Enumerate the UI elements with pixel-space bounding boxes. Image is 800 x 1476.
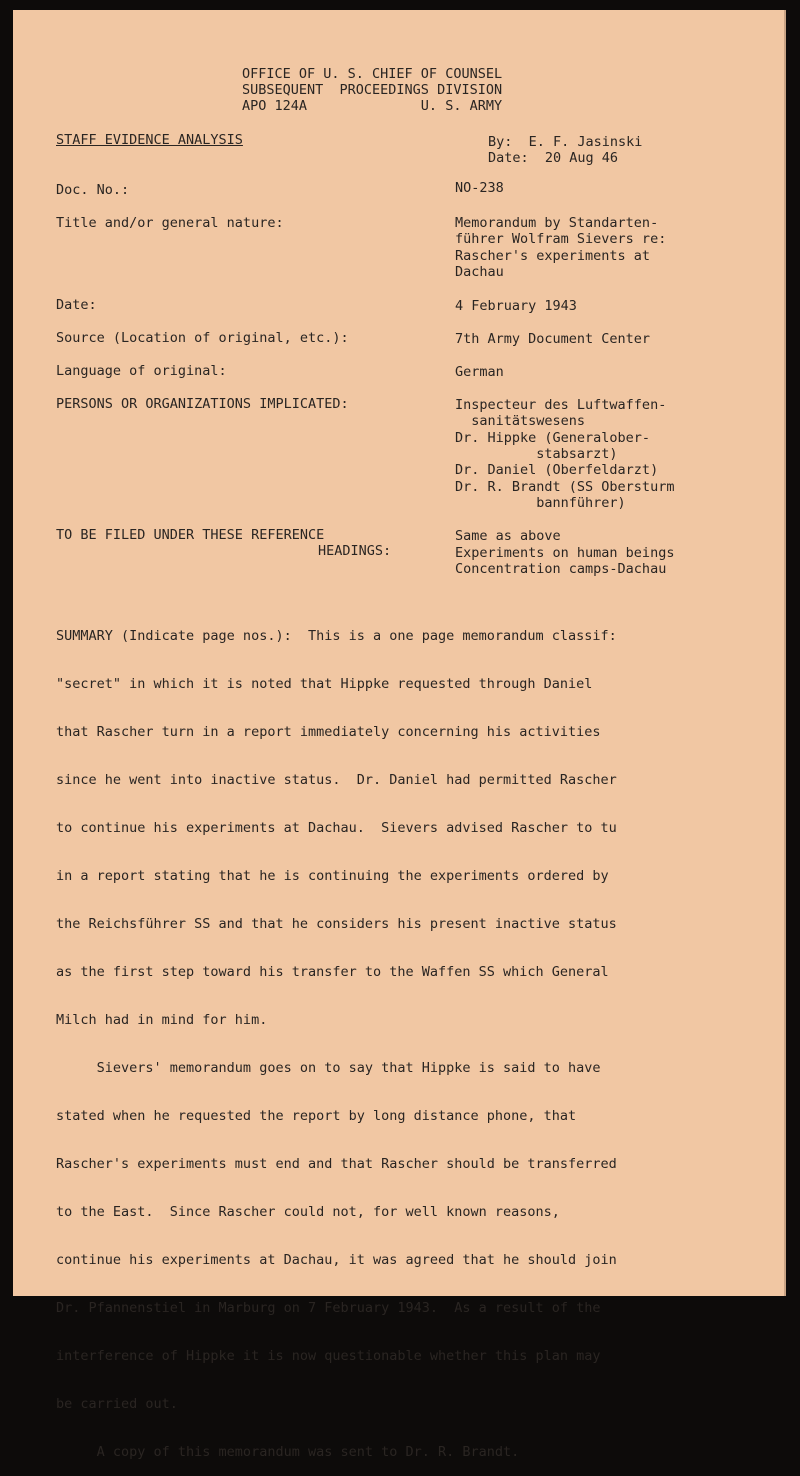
summary-line: stated when he requested the report by long distance phone, that (56, 1108, 577, 1124)
filed-value-line: Same as above (455, 528, 561, 544)
persons-value-line: Dr. Daniel (Oberfeldarzt) (455, 462, 659, 478)
header-line-1: OFFICE OF U. S. CHIEF OF COUNSEL (242, 66, 503, 82)
summary-line: be carried out. (56, 1396, 178, 1412)
summary-line: Sievers' memorandum goes on to say that Hippke is said to have (56, 1060, 601, 1076)
header-line-2: SUBSEQUENT PROCEEDINGS DIVISION (242, 82, 503, 98)
summary-line: to continue his experiments at Dachau. Sievers advised Rascher to tu (56, 820, 617, 836)
title-value-line: führer Wolfram Sievers re: (455, 231, 667, 247)
filed-value-line: Concentration camps-Dachau (455, 561, 667, 577)
persons-label: PERSONS OR ORGANIZATIONS IMPLICATED: (56, 396, 349, 412)
persons-value-line: Dr. R. Brandt (SS Obersturm (455, 479, 675, 495)
doc-no-label: Doc. No.: (56, 182, 130, 198)
filed-under-label-headings: HEADINGS: (318, 543, 392, 559)
analysis-date: Date: 20 Aug 46 (488, 150, 619, 166)
summary-line: Rascher's experiments must end and that Rascher should be transferred (56, 1156, 617, 1172)
summary-line: since he went into inactive status. Dr. Daniel had permitted Rascher (56, 772, 617, 788)
title-value-line: Dachau (455, 264, 504, 280)
summary-line: to the East. Since Rascher could not, for well known reasons, (56, 1204, 560, 1220)
persons-value-line: stabsarzt) (455, 446, 618, 462)
language-value: German (455, 364, 504, 380)
title-value-line: Rascher's experiments at (455, 248, 651, 264)
summary-line: SUMMARY (Indicate page nos.): This is a one page memorandum classif: (56, 628, 617, 644)
summary-line: continue his experiments at Dachau, it was agreed that he should join (56, 1252, 617, 1268)
summary-text (56, 596, 776, 1476)
summary-line: in a report stating that he is continuing the experiments ordered by (56, 868, 609, 884)
summary-line: Dr. Pfannenstiel in Marburg on 7 February 1943. As a result of the (56, 1300, 601, 1316)
summary-line: "secret" in which it is noted that Hippke requested through Daniel (56, 676, 593, 692)
document-title: STAFF EVIDENCE ANALYSIS (56, 132, 243, 148)
doc-no-value: NO-238 (455, 180, 504, 196)
summary-line: the Reichsführer SS and that he considers his present inactive status (56, 916, 617, 932)
language-label: Language of original: (56, 363, 227, 379)
filed-value-line: Experiments on human beings (455, 545, 675, 561)
summary-line: as the first step toward his transfer to the Waffen SS which General (56, 964, 609, 980)
title-value-line: Memorandum by Standarten- (455, 215, 659, 231)
source-value: 7th Army Document Center (455, 331, 651, 347)
date-value: 4 February 1943 (455, 298, 577, 314)
persons-value-line: Inspecteur des Luftwaffen- (455, 397, 667, 413)
summary-line: Milch had in mind for him. (56, 1012, 268, 1028)
filed-under-label: TO BE FILED UNDER THESE REFERENCE (56, 527, 325, 543)
summary-line: A copy of this memorandum was sent to Dr. R. Brandt. (56, 1444, 520, 1460)
source-label: Source (Location of original, etc.): (56, 330, 349, 346)
title-label: Title and/or general nature: (56, 215, 284, 231)
analyst-name: By: E. F. Jasinski (488, 134, 643, 150)
persons-value-line: bannführer) (455, 495, 626, 511)
header-line-3: APO 124A U. S. ARMY (242, 98, 503, 114)
summary-line: interference of Hippke it is now questionable whether this plan may (56, 1348, 601, 1364)
date-label: Date: (56, 297, 97, 313)
persons-value-line: sanitätswesens (455, 413, 586, 429)
summary-line: that Rascher turn in a report immediately concerning his activities (56, 724, 601, 740)
persons-value-line: Dr. Hippke (Generalober- (455, 430, 651, 446)
